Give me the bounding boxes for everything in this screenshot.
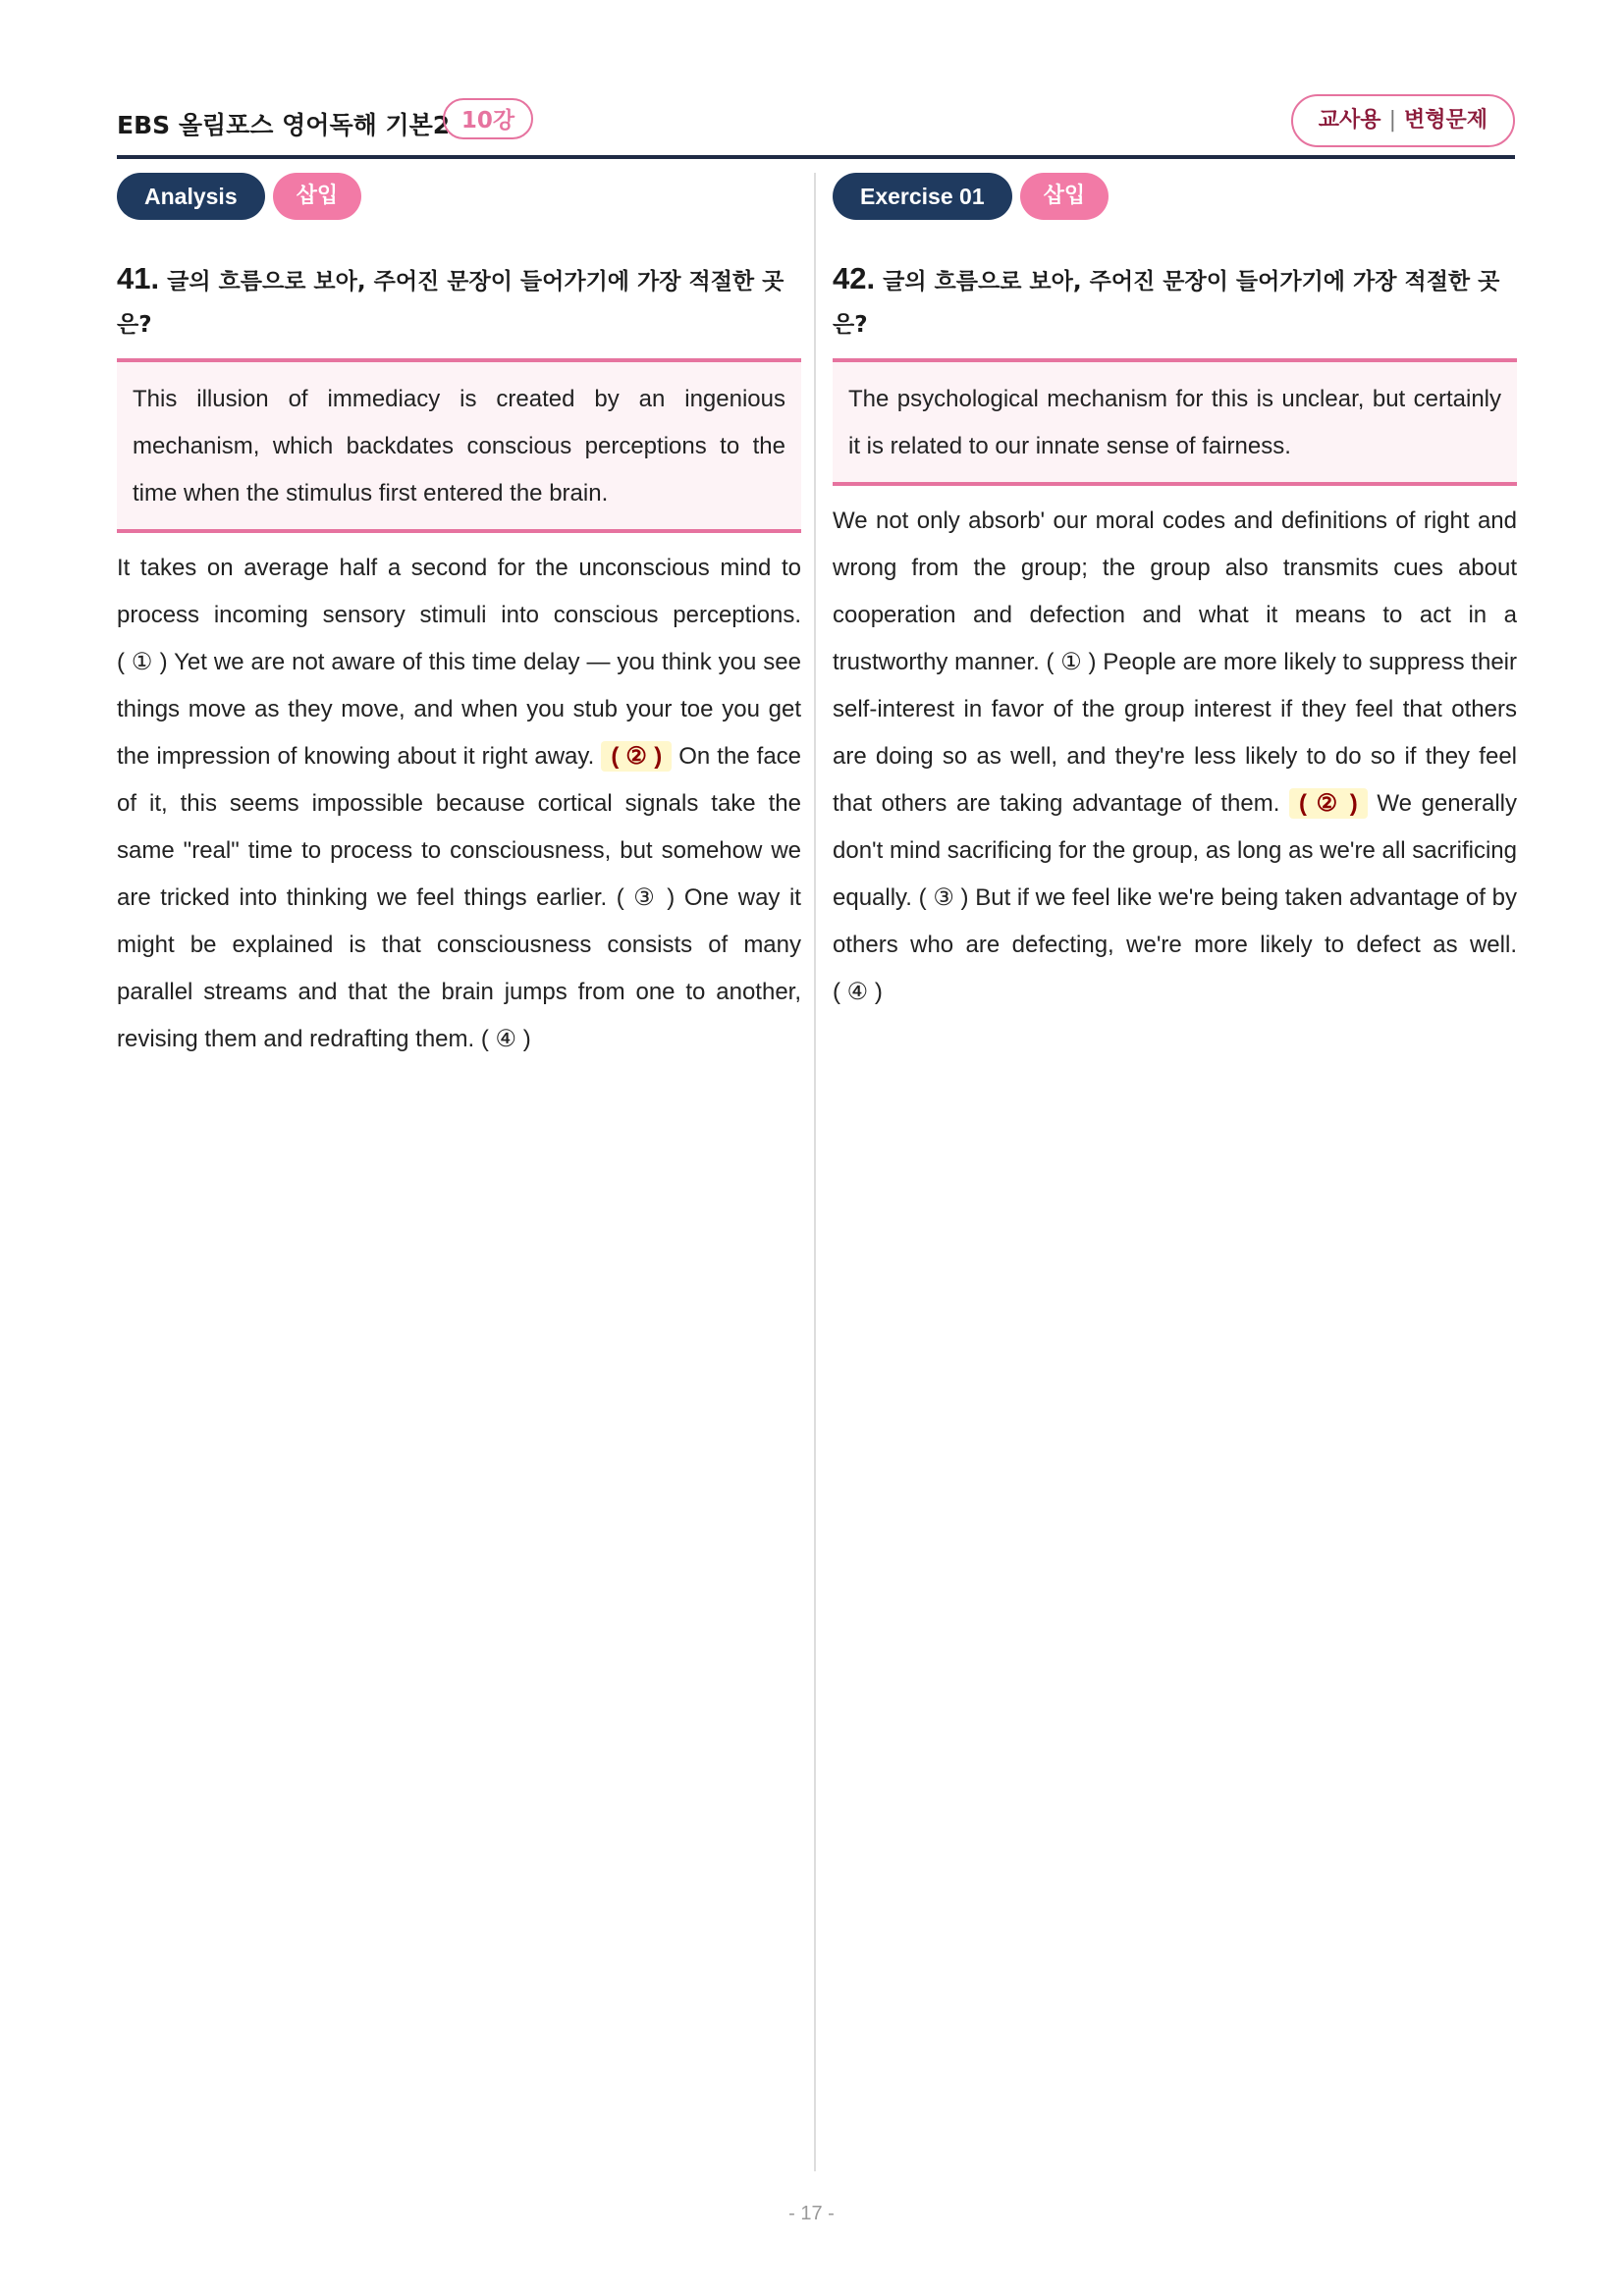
insertion-marker-3: ( ③ ) [616, 884, 676, 911]
passage-text: People are more likely to suppress their self-interest in favor of the group interest if they feel that others are doing so as well, and they're less likely to do so if they feel that others are taking advantage of them. [833, 649, 1517, 817]
section-tag: Analysis [117, 173, 265, 220]
question-number: 42. [833, 261, 876, 295]
insertion-marker-2-answer: ( ② ) [601, 741, 672, 772]
question-text: 글의 흐름으로 보아, 주어진 문장이 들어가기에 가장 적절한 곳은? [833, 269, 1500, 338]
passage-text: Yet we are not aware of this time delay — you think you see things move as they move, and when you stub your toe you get the impression of knowing about it right away. [117, 649, 801, 770]
insertion-marker-4: ( ④ ) [480, 1026, 531, 1052]
section-tag: Exercise 01 [833, 173, 1012, 220]
left-column [117, 173, 801, 1063]
question-prompt [833, 257, 1517, 347]
passage [117, 545, 801, 1063]
badge-separator: | [1388, 108, 1396, 133]
audience-label: 교사용 [1318, 108, 1381, 133]
header-rule [117, 155, 1515, 159]
page-number: - 17 - [788, 2203, 835, 2224]
book-title: EBS 올림포스 영어독해 기본2 [117, 111, 451, 139]
lesson-badge: 10강 [443, 98, 533, 139]
passage [833, 498, 1517, 1016]
insertion-marker-1: ( ① ) [1046, 649, 1097, 675]
column-divider [814, 173, 816, 2171]
question-type-label: 변형문제 [1403, 108, 1488, 133]
passage-text: We generally don't mind sacrificing for the group, as long as we're all sacrificing equally. [833, 790, 1517, 911]
question-number: 41. [117, 261, 160, 295]
passage-text: On the face of it, this seems impossible because cortical signals take the same "real" time to process to consciousness, but somehow we are tricked into thinking we feel things earlier. [117, 743, 802, 911]
tag-row [117, 173, 801, 222]
question-text: 글의 흐름으로 보아, 주어진 문장이 들어가기에 가장 적절한 곳은? [117, 269, 784, 338]
insertion-marker-2-answer: ( ② ) [1289, 788, 1368, 819]
given-sentence-box: The psychological mechanism for this is unclear, but certainly it is related to our innate sense of fairness. [833, 358, 1517, 486]
insertion-marker-3: ( ③ ) [918, 884, 969, 911]
insertion-marker-4: ( ④ ) [833, 979, 883, 1005]
passage-text: But if we feel like we're being taken advantage of by others who are defecting, we're more likely to defect as well. [833, 884, 1517, 958]
passage-text: It takes on average half a second for the unconscious mind to process incoming sensory stimuli into conscious perceptions. [117, 555, 801, 628]
given-sentence-box: This illusion of immediacy is created by an ingenious mechanism, which backdates conscious perceptions to the time when the stimulus first entered the brain. [117, 358, 801, 533]
type-tag: 삽입 [1020, 173, 1109, 220]
tag-row [833, 173, 1517, 222]
insertion-marker-1: ( ① ) [117, 649, 168, 675]
passage-text: One way it might be explained is that consciousness consists of many parallel streams and that the brain jumps from one to another, revising them and redrafting them. [117, 884, 801, 1052]
page-header [117, 94, 1515, 157]
mode-badge [1291, 94, 1515, 147]
right-column [833, 173, 1517, 1016]
type-tag: 삽입 [273, 173, 362, 220]
question-prompt [117, 257, 801, 347]
passage-text: We not only absorb' our moral codes and definitions of right and wrong from the group; the group also transmits cues about cooperation and defection and what it means to act in a trustworthy manner. [833, 507, 1517, 675]
